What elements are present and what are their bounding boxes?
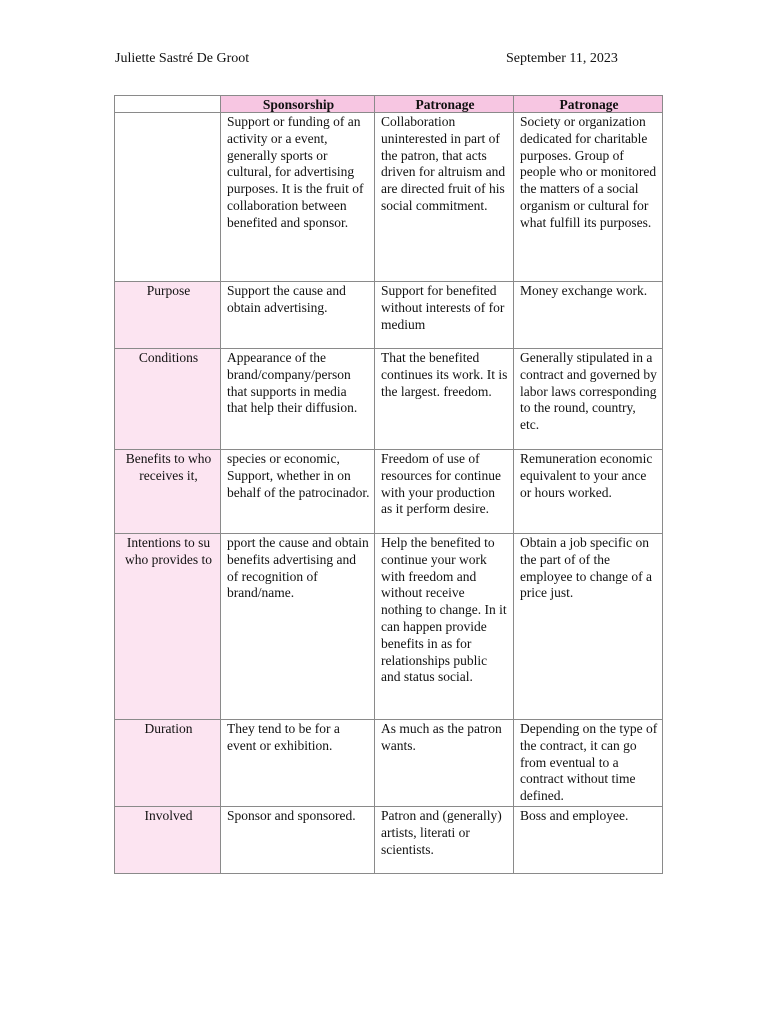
column-header-patronage-2: Patronage	[514, 96, 663, 113]
cell-involved-sponsorship: Sponsor and sponsored.	[221, 806, 375, 873]
row-label-conditions: Conditions	[115, 349, 221, 450]
row-label-duration: Duration	[115, 720, 221, 807]
column-header-sponsorship: Sponsorship	[221, 96, 375, 113]
table-corner	[115, 96, 221, 113]
table-header-row	[115, 96, 663, 113]
cell-duration-patronage-2: Depending on the type of the contract, it can go from eventual to a contract without time defined.	[514, 720, 663, 807]
table-row-duration	[115, 720, 663, 807]
cell-duration-patronage: As much as the patron wants.	[375, 720, 514, 807]
table-row-involved	[115, 806, 663, 873]
table-row-benefits	[115, 450, 663, 534]
row-label-involved: Involved	[115, 806, 221, 873]
comparison-table	[114, 95, 663, 874]
cell-conditions-sponsorship: Appearance of the brand/company/person that supports in media that help their diffusion.	[221, 349, 375, 450]
cell-intentions-sponsorship: pport the cause and obtain benefits advertising and of recognition of brand/name.	[221, 534, 375, 720]
cell-definition-sponsorship: Support or funding of an activity or a event, generally sports or cultural, for advertising purposes. It is the fruit of collaboration between benefited and sponsor.	[221, 113, 375, 282]
column-header-patronage: Patronage	[375, 96, 514, 113]
cell-purpose-sponsorship: Support the cause and obtain advertising.	[221, 282, 375, 349]
cell-involved-patronage: Patron and (generally) artists, literati or scientists.	[375, 806, 514, 873]
cell-benefits-patronage-2: Remuneration economic equivalent to your ance or hours worked.	[514, 450, 663, 534]
cell-duration-sponsorship: They tend to be for a event or exhibition.	[221, 720, 375, 807]
row-label-purpose: Purpose	[115, 282, 221, 349]
cell-intentions-patronage: Help the benefited to continue your work with freedom and without receive nothing to change. In it can happen provide benefits in as for relationships public and status social.	[375, 534, 514, 720]
table-row-intentions	[115, 534, 663, 720]
cell-intentions-patronage-2: Obtain a job specific on the part of of the employee to change of a price just.	[514, 534, 663, 720]
cell-benefits-sponsorship: species or economic, Support, whether in on behalf of the patrocinador.	[221, 450, 375, 534]
document-date: September 11, 2023	[506, 51, 618, 66]
cell-purpose-patronage: Support for benefited without interests of for medium	[375, 282, 514, 349]
table-row-purpose	[115, 282, 663, 349]
cell-purpose-patronage-2: Money exchange work.	[514, 282, 663, 349]
cell-definition-patronage-2: Society or organization dedicated for charitable purposes. Group of people who or monitored the matters of a social organism or cultural for what fulfill its purposes.	[514, 113, 663, 282]
table-row-definition	[115, 113, 663, 282]
cell-involved-patronage-2: Boss and employee.	[514, 806, 663, 873]
row-label-intentions: Intentions to su who provides to	[115, 534, 221, 720]
row-label-definition	[115, 113, 221, 282]
cell-conditions-patronage: That the benefited continues its work. It is the largest. freedom.	[375, 349, 514, 450]
row-label-benefits: Benefits to who receives it,	[115, 450, 221, 534]
cell-conditions-patronage-2: Generally stipulated in a contract and governed by labor laws corresponding to the round, country, etc.	[514, 349, 663, 450]
cell-benefits-patronage: Freedom of use of resources for continue with your production as it perform desire.	[375, 450, 514, 534]
author-name: Juliette Sastré De Groot	[115, 51, 250, 66]
table-row-conditions	[115, 349, 663, 450]
cell-definition-patronage: Collaboration uninterested in part of the patron, that acts driven for altruism and are directed fruit of his social commitment.	[375, 113, 514, 282]
